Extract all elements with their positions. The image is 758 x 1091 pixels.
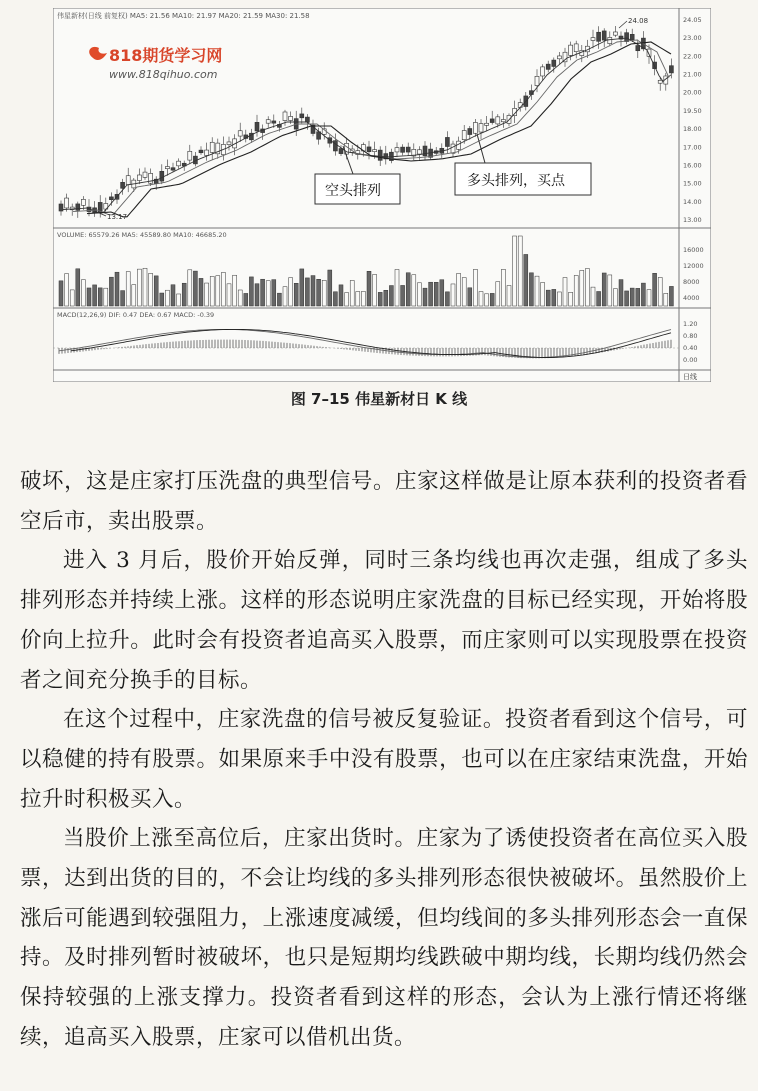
price-tick: 18.00 <box>683 125 702 134</box>
price-tick: 16.00 <box>683 161 702 170</box>
candle-body <box>137 175 141 181</box>
volume-bar <box>636 288 640 306</box>
volume-bar <box>70 290 74 306</box>
volume-bar <box>507 286 511 306</box>
candle-body <box>490 119 494 123</box>
candle-body <box>171 168 175 170</box>
volume-bar <box>490 293 494 306</box>
price-tick: 15.00 <box>683 179 702 188</box>
volume-bar <box>266 281 270 306</box>
macd-tick: 0.00 <box>683 356 698 364</box>
candle-body <box>205 150 209 155</box>
volume-bar <box>641 283 645 306</box>
volume-bar <box>87 288 91 306</box>
volume-bar <box>434 282 438 306</box>
period-label: 日线 <box>683 373 697 381</box>
volume-bar <box>126 272 130 306</box>
volume-bar <box>317 279 321 306</box>
volume-bar <box>132 285 136 306</box>
volume-bar <box>81 280 85 306</box>
paragraph: 在这个过程中，庄家洗盘的信号被反复验证。投资者看到这个信号，可以稳健的持有股票。如果原来手中没有股票，也可以在庄家结束洗盘，开始拉升时积极买入。 <box>20 707 748 812</box>
volume-bar <box>361 291 365 306</box>
volume-bar <box>149 273 153 306</box>
volume-bar <box>501 269 505 306</box>
volume-bar <box>485 294 489 306</box>
figure-caption: 图 7–15 伟星新材日 K 线 <box>290 390 468 408</box>
volume-bar <box>143 268 147 306</box>
candle-body <box>283 112 287 121</box>
volume-bar <box>210 276 214 306</box>
volume-bar <box>613 289 617 306</box>
price-tick: 13.00 <box>683 216 702 224</box>
candle-body <box>367 147 371 152</box>
volume-bar <box>625 291 629 306</box>
paragraph: 进入 3 月后，股价开始反弹，同时三条均线也再次走强，组成了多头排列形态并持续上涨。这样的形态说明庄家洗盘的目标已经实现，开始将股价向上拉升。此时会有投资者追高买入股票，而庄家则可以实现股票在投资者之间充分换手的目标。 <box>20 548 748 693</box>
candle-body <box>300 114 304 118</box>
candle-body <box>669 66 673 73</box>
candle-body <box>188 151 192 160</box>
price-tick: 21.00 <box>683 70 702 79</box>
candle-body <box>485 123 489 125</box>
volume-bar <box>513 236 517 306</box>
annotation-bear: 空头排列 <box>325 183 381 199</box>
volume-bar <box>255 284 259 306</box>
volume-bar <box>328 270 332 306</box>
watermark-brand: 818期货学习网 <box>109 46 223 65</box>
paragraph: 当股价上涨至高位后，庄家出货时。庄家为了诱使投资者在高位买入股票，达到出货的目的，不会让均线的多头排列形态很快被破坏。虽然股价上涨后可能遇到较强阻力，上涨速度减缓，但均线间的多头排列形态会一直保持。及时排列暂时被破坏，也只是短期均线跌破中期均线，长期均线仍然会保持较强的上涨支撑力。投资者看到这样的形态，会认为上涨行情还将继续，追高买入股票，庄家可以借机出货。 <box>20 826 748 1050</box>
volume-bar <box>227 284 231 306</box>
candle-body <box>272 121 276 123</box>
volume-bar <box>277 293 281 306</box>
volume-bar <box>423 288 427 306</box>
volume-bar <box>647 290 651 306</box>
paragraph: 破坏，这是庄家打压洗盘的典型信号。庄家这样做是让原本获利的投资者看空后市，卖出股票。 <box>20 469 748 534</box>
volume-bar <box>333 292 337 306</box>
volume-bar <box>529 273 533 306</box>
price-tick: 20.00 <box>683 88 702 97</box>
volume-bar <box>289 278 293 306</box>
volume-tick: 4000 <box>683 294 700 302</box>
candle-body <box>143 172 147 177</box>
volume-bar <box>602 273 606 306</box>
watermark-url: www.818qihuo.com <box>109 68 218 81</box>
candle-body <box>395 148 399 152</box>
candle-body <box>126 176 130 185</box>
candle-body <box>630 34 634 40</box>
volume-tick: 16000 <box>683 246 704 254</box>
volume-bar <box>137 269 141 306</box>
volume-bar <box>367 271 371 306</box>
volume-bar <box>429 282 433 306</box>
volume-bar <box>121 291 125 306</box>
volume-bar <box>59 281 63 306</box>
volume-bar <box>585 269 589 306</box>
volume-bar <box>541 283 545 306</box>
candle-body <box>266 120 270 123</box>
volume-bar <box>199 278 203 306</box>
volume-bar <box>669 286 673 306</box>
candle-body <box>210 142 214 152</box>
volume-bar <box>65 274 69 306</box>
volume-bar <box>535 276 539 306</box>
volume-bar <box>193 271 197 306</box>
volume-bar <box>518 236 522 306</box>
volume-bar <box>580 270 584 306</box>
volume-bar <box>322 280 326 306</box>
candle-body <box>109 197 113 200</box>
candle-body <box>613 32 617 35</box>
volume-bar <box>154 276 158 306</box>
volume-bar <box>115 272 119 306</box>
volume-bar <box>98 288 102 306</box>
candle-body <box>401 147 405 152</box>
candle-body <box>636 46 640 51</box>
volume-bar <box>233 275 237 306</box>
candle-body <box>255 122 259 131</box>
candle-body <box>121 182 125 188</box>
macd-tick: 0.40 <box>683 344 698 352</box>
candle-body <box>541 67 545 76</box>
candle-body <box>238 131 242 136</box>
candle-body <box>625 33 629 42</box>
volume-bar <box>272 280 276 306</box>
volume-bar <box>109 277 113 306</box>
candle-body <box>423 146 427 156</box>
volume-bar <box>305 278 309 306</box>
volume-tick: 12000 <box>683 262 704 270</box>
volume-bar <box>401 285 405 306</box>
volume-bar <box>188 270 192 306</box>
volume-bar <box>389 286 393 306</box>
candle-body <box>451 144 455 153</box>
candle-body <box>445 137 449 146</box>
kline-header: 伟星新材(日线 前复权) MA5: 21.56 MA10: 21.97 MA20: 21.59 MA30: 21.58 <box>57 12 310 20</box>
candle-body <box>81 199 85 205</box>
volume-bar <box>563 278 567 306</box>
price-tick: 17.00 <box>683 143 702 152</box>
volume-bar <box>462 278 466 306</box>
volume-bar <box>591 287 595 306</box>
volume-bar <box>574 275 578 306</box>
candle-body <box>479 124 483 133</box>
volume-bar <box>658 277 662 306</box>
candle-body <box>501 120 505 122</box>
volume-bar <box>294 283 298 306</box>
candle-body <box>373 150 377 152</box>
volume-bar <box>160 293 164 306</box>
volume-bar <box>496 282 500 306</box>
candle-body <box>76 204 80 210</box>
candle-body <box>468 129 472 135</box>
candle-body <box>591 38 595 41</box>
candle-body <box>518 103 522 108</box>
candle-body <box>305 117 309 122</box>
volume-bar <box>479 292 483 306</box>
volume-tick: 8000 <box>683 278 700 286</box>
volume-bar <box>221 272 225 306</box>
volume-bar <box>165 290 169 306</box>
volume-bar <box>283 287 287 306</box>
high-price-label: 24.08 <box>628 17 649 25</box>
volume-bar <box>619 280 623 306</box>
volume-bar <box>345 293 349 306</box>
volume-bar <box>300 269 304 306</box>
volume-bar <box>557 292 561 306</box>
volume-bar <box>384 290 388 306</box>
volume-bar <box>76 269 80 306</box>
annotation-bull: 多头排列，买点 <box>467 173 565 189</box>
price-tick: 23.00 <box>683 34 702 43</box>
macd-header: MACD(12,26,9) DIF: 0.47 DEA: 0.67 MACD: -0.39 <box>57 311 215 319</box>
volume-bar <box>356 292 360 306</box>
volume-bar <box>412 275 416 306</box>
macd-tick: 1.20 <box>683 320 698 328</box>
volume-bar <box>630 288 634 306</box>
candle-body <box>462 131 466 140</box>
volume-bar <box>177 294 181 306</box>
candle-body <box>378 150 382 160</box>
volume-bar <box>350 280 354 306</box>
candle-body <box>597 32 601 41</box>
volume-bar <box>569 292 573 306</box>
candle-body <box>160 171 164 181</box>
volume-bar <box>216 276 220 306</box>
candle-body <box>574 44 578 52</box>
volume-bar <box>445 292 449 306</box>
volume-bar <box>468 288 472 306</box>
volume-bar <box>249 277 253 306</box>
candle-body <box>535 76 539 85</box>
volume-bar <box>244 293 248 306</box>
price-tick: 14.00 <box>683 197 702 206</box>
volume-bar <box>406 273 410 306</box>
volume-bar <box>373 274 377 306</box>
volume-bar <box>417 283 421 306</box>
volume-bar <box>546 290 550 306</box>
candle-body <box>177 161 181 166</box>
candle-body <box>289 116 293 120</box>
candle-body <box>557 56 561 59</box>
candle-body <box>608 37 612 43</box>
volume-bar <box>440 280 444 306</box>
volume-bar <box>552 289 556 306</box>
price-tick: 24.05 <box>683 16 702 24</box>
candle-body <box>602 31 606 40</box>
candle-body <box>546 64 550 69</box>
volume-bar <box>473 269 477 306</box>
candle-body <box>227 142 231 145</box>
candle-body <box>569 45 573 55</box>
candle-body <box>496 117 500 124</box>
volume-bar <box>664 293 668 306</box>
volume-bar <box>451 284 455 306</box>
volume-bar <box>205 283 209 306</box>
volume-bar <box>524 254 528 306</box>
volume-bar <box>339 285 343 306</box>
candle-body <box>417 150 421 154</box>
site-watermark <box>89 46 222 81</box>
volume-header: VOLUME: 65579.26 MA5: 45589.80 MA10: 46685.20 <box>57 231 227 239</box>
volume-bar <box>378 292 382 306</box>
volume-bar <box>104 288 108 306</box>
candle-body <box>473 122 477 133</box>
candle-body <box>199 150 203 153</box>
volume-bar <box>457 273 461 306</box>
price-tick: 19.50 <box>683 106 702 115</box>
candle-body <box>65 198 69 208</box>
volume-bar <box>93 285 97 306</box>
price-tick: 22.00 <box>683 52 702 61</box>
volume-bar <box>597 291 601 306</box>
candle-body <box>658 80 662 83</box>
candle-body <box>59 204 63 211</box>
candle-body <box>165 167 169 169</box>
low-price-label: 13.17 <box>107 213 128 221</box>
kline-figure <box>53 8 711 382</box>
volume-bar <box>238 290 242 306</box>
volume-bar <box>171 285 175 306</box>
volume-bar <box>395 269 399 306</box>
macd-tick: 0.80 <box>683 332 698 340</box>
body-text <box>20 462 748 1058</box>
candle-body <box>333 141 337 151</box>
candle-body <box>406 147 410 152</box>
volume-bar <box>311 276 315 306</box>
volume-bar <box>653 273 657 306</box>
volume-bar <box>261 279 265 306</box>
volume-bar <box>608 275 612 306</box>
volume-bar <box>182 283 186 306</box>
candle-body <box>552 60 556 66</box>
